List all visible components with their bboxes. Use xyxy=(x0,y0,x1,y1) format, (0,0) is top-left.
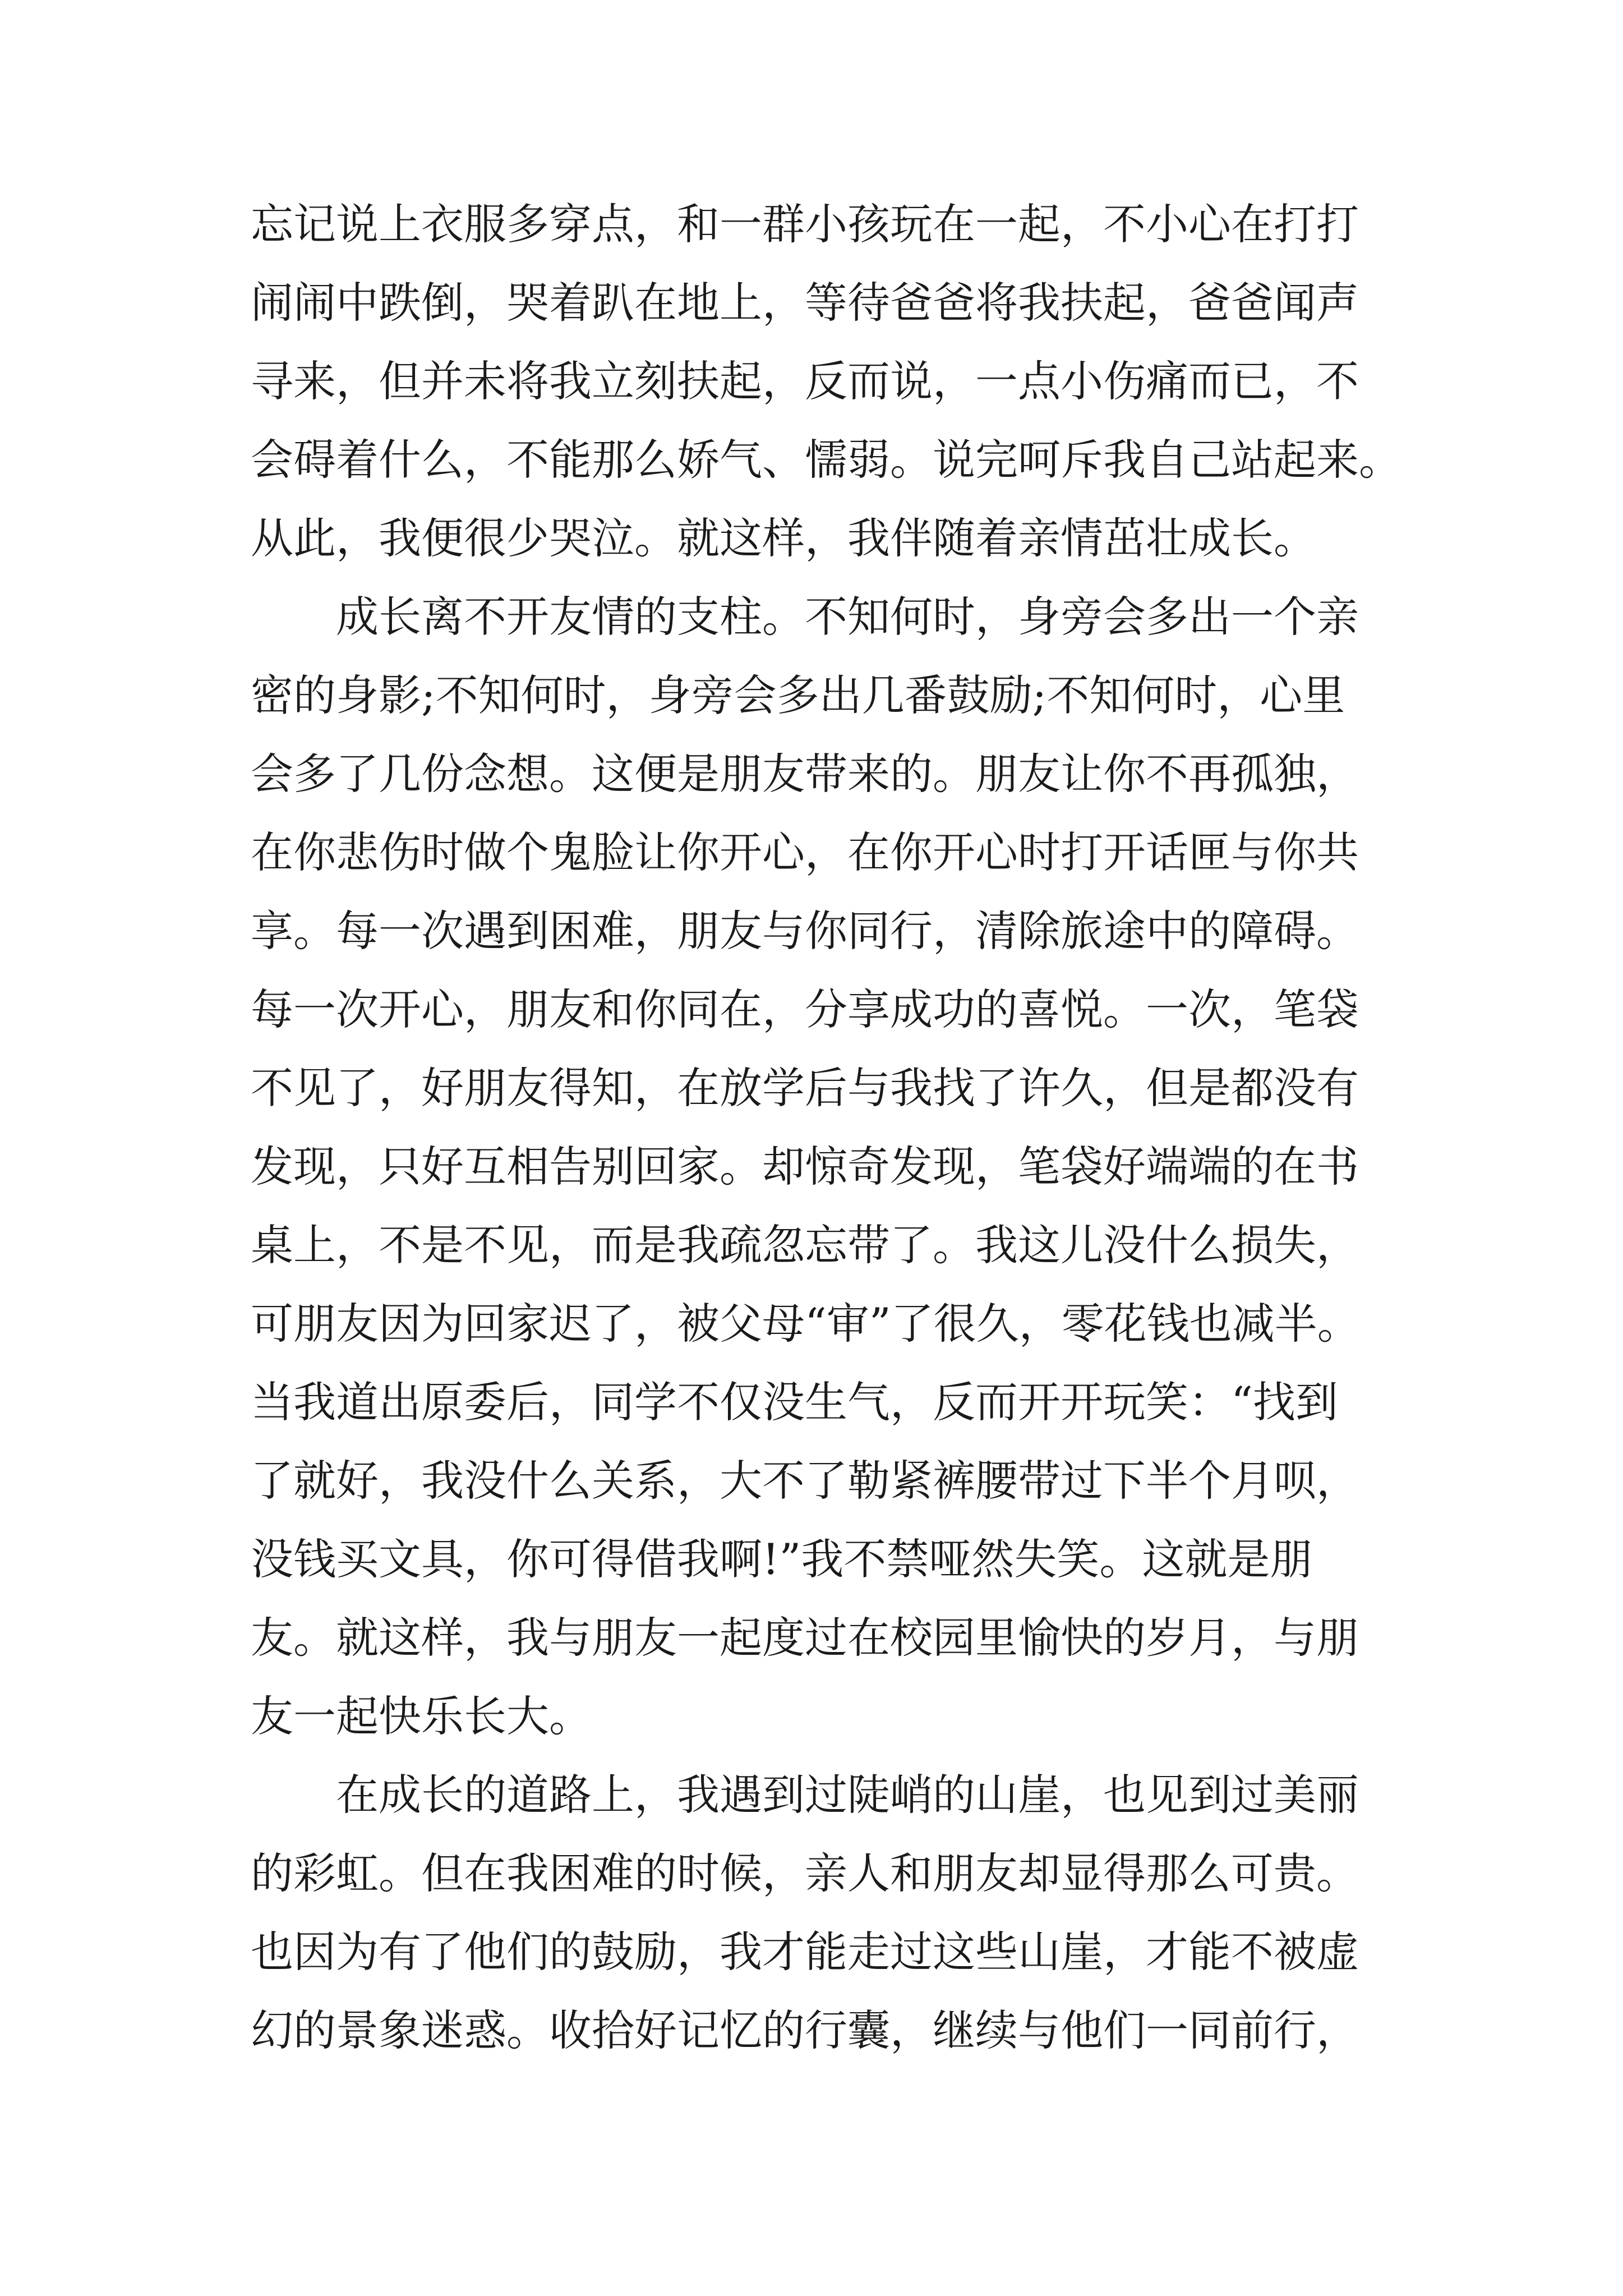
text-line: 会碍着什么，不能那么娇气、懦弱。说完呵斥我自己站起来。 xyxy=(251,435,1401,485)
text-line: 可朋友因为回家迟了，被父母“审”了很久，零花钱也减半。 xyxy=(251,1299,1360,1349)
text-line: 当我道出原委后，同学不仅没生气，反而开开玩笑：“找到 xyxy=(251,1377,1338,1427)
text-line: 幻的景象迷惑。收拾好记忆的行囊，继续与他们一同前行， xyxy=(251,2005,1359,2055)
text-line: 寻来，但并未将我立刻扶起，反而说，一点小伤痛而已，不 xyxy=(251,356,1359,406)
paragraph-first-line: 在成长的道路上，我遇到过陡峭的山崖，也见到过美丽 xyxy=(336,1770,1359,1820)
text-line: 了就好，我没什么关系，大不了勒紧裤腰带过下半个月呗， xyxy=(251,1456,1359,1506)
text-line: 每一次开心，朋友和你同在，分享成功的喜悦。一次，笔袋 xyxy=(251,984,1359,1034)
text-line: 闹闹中跌倒，哭着趴在地上，等待爸爸将我扶起，爸爸闻声 xyxy=(251,278,1359,328)
text-line: 的彩虹。但在我困难的时候，亲人和朋友却显得那么可贵。 xyxy=(251,1848,1359,1898)
text-line: 也因为有了他们的鼓励，我才能走过这些山崖，才能不被虚 xyxy=(251,1927,1359,1977)
text-line: 友一起快乐长大。 xyxy=(251,1691,592,1741)
text-line: 友。就这样，我与朋友一起度过在校园里愉快的岁月，与朋 xyxy=(251,1613,1359,1663)
text-line: 从此，我便很少哭泣。就这样，我伴随着亲情茁壮成长。 xyxy=(251,513,1316,563)
text-line: 没钱买文具，你可得借我啊!”我不禁哑然失笑。这就是朋 xyxy=(251,1534,1313,1584)
text-line: 发现，只好互相告别回家。却惊奇发现，笔袋好端端的在书 xyxy=(251,1142,1359,1191)
text-line: 不见了，好朋友得知，在放学后与我找了许久，但是都没有 xyxy=(251,1063,1359,1113)
text-line: 在你悲伤时做个鬼脸让你开心，在你开心时打开话匣与你共 xyxy=(251,827,1359,877)
essay-text xyxy=(251,185,1401,2070)
text-line: 会多了几份念想。这便是朋友带来的。朋友让你不再孤独， xyxy=(251,749,1359,799)
text-line: 桌上，不是不见，而是我疏忽忘带了。我这儿没什么损失， xyxy=(251,1220,1359,1270)
paragraph-first-line: 成长离不开友情的支柱。不知何时，身旁会多出一个亲 xyxy=(336,592,1359,642)
text-line: 密的身影;不知何时，身旁会多出几番鼓励;不知何时，心里 xyxy=(251,670,1345,720)
text-line: 享。每一次遇到困难，朋友与你同行，清除旅途中的障碍。 xyxy=(251,906,1359,956)
text-line: 忘记说上衣服多穿点，和一群小孩玩在一起，不小心在打打 xyxy=(251,199,1359,249)
